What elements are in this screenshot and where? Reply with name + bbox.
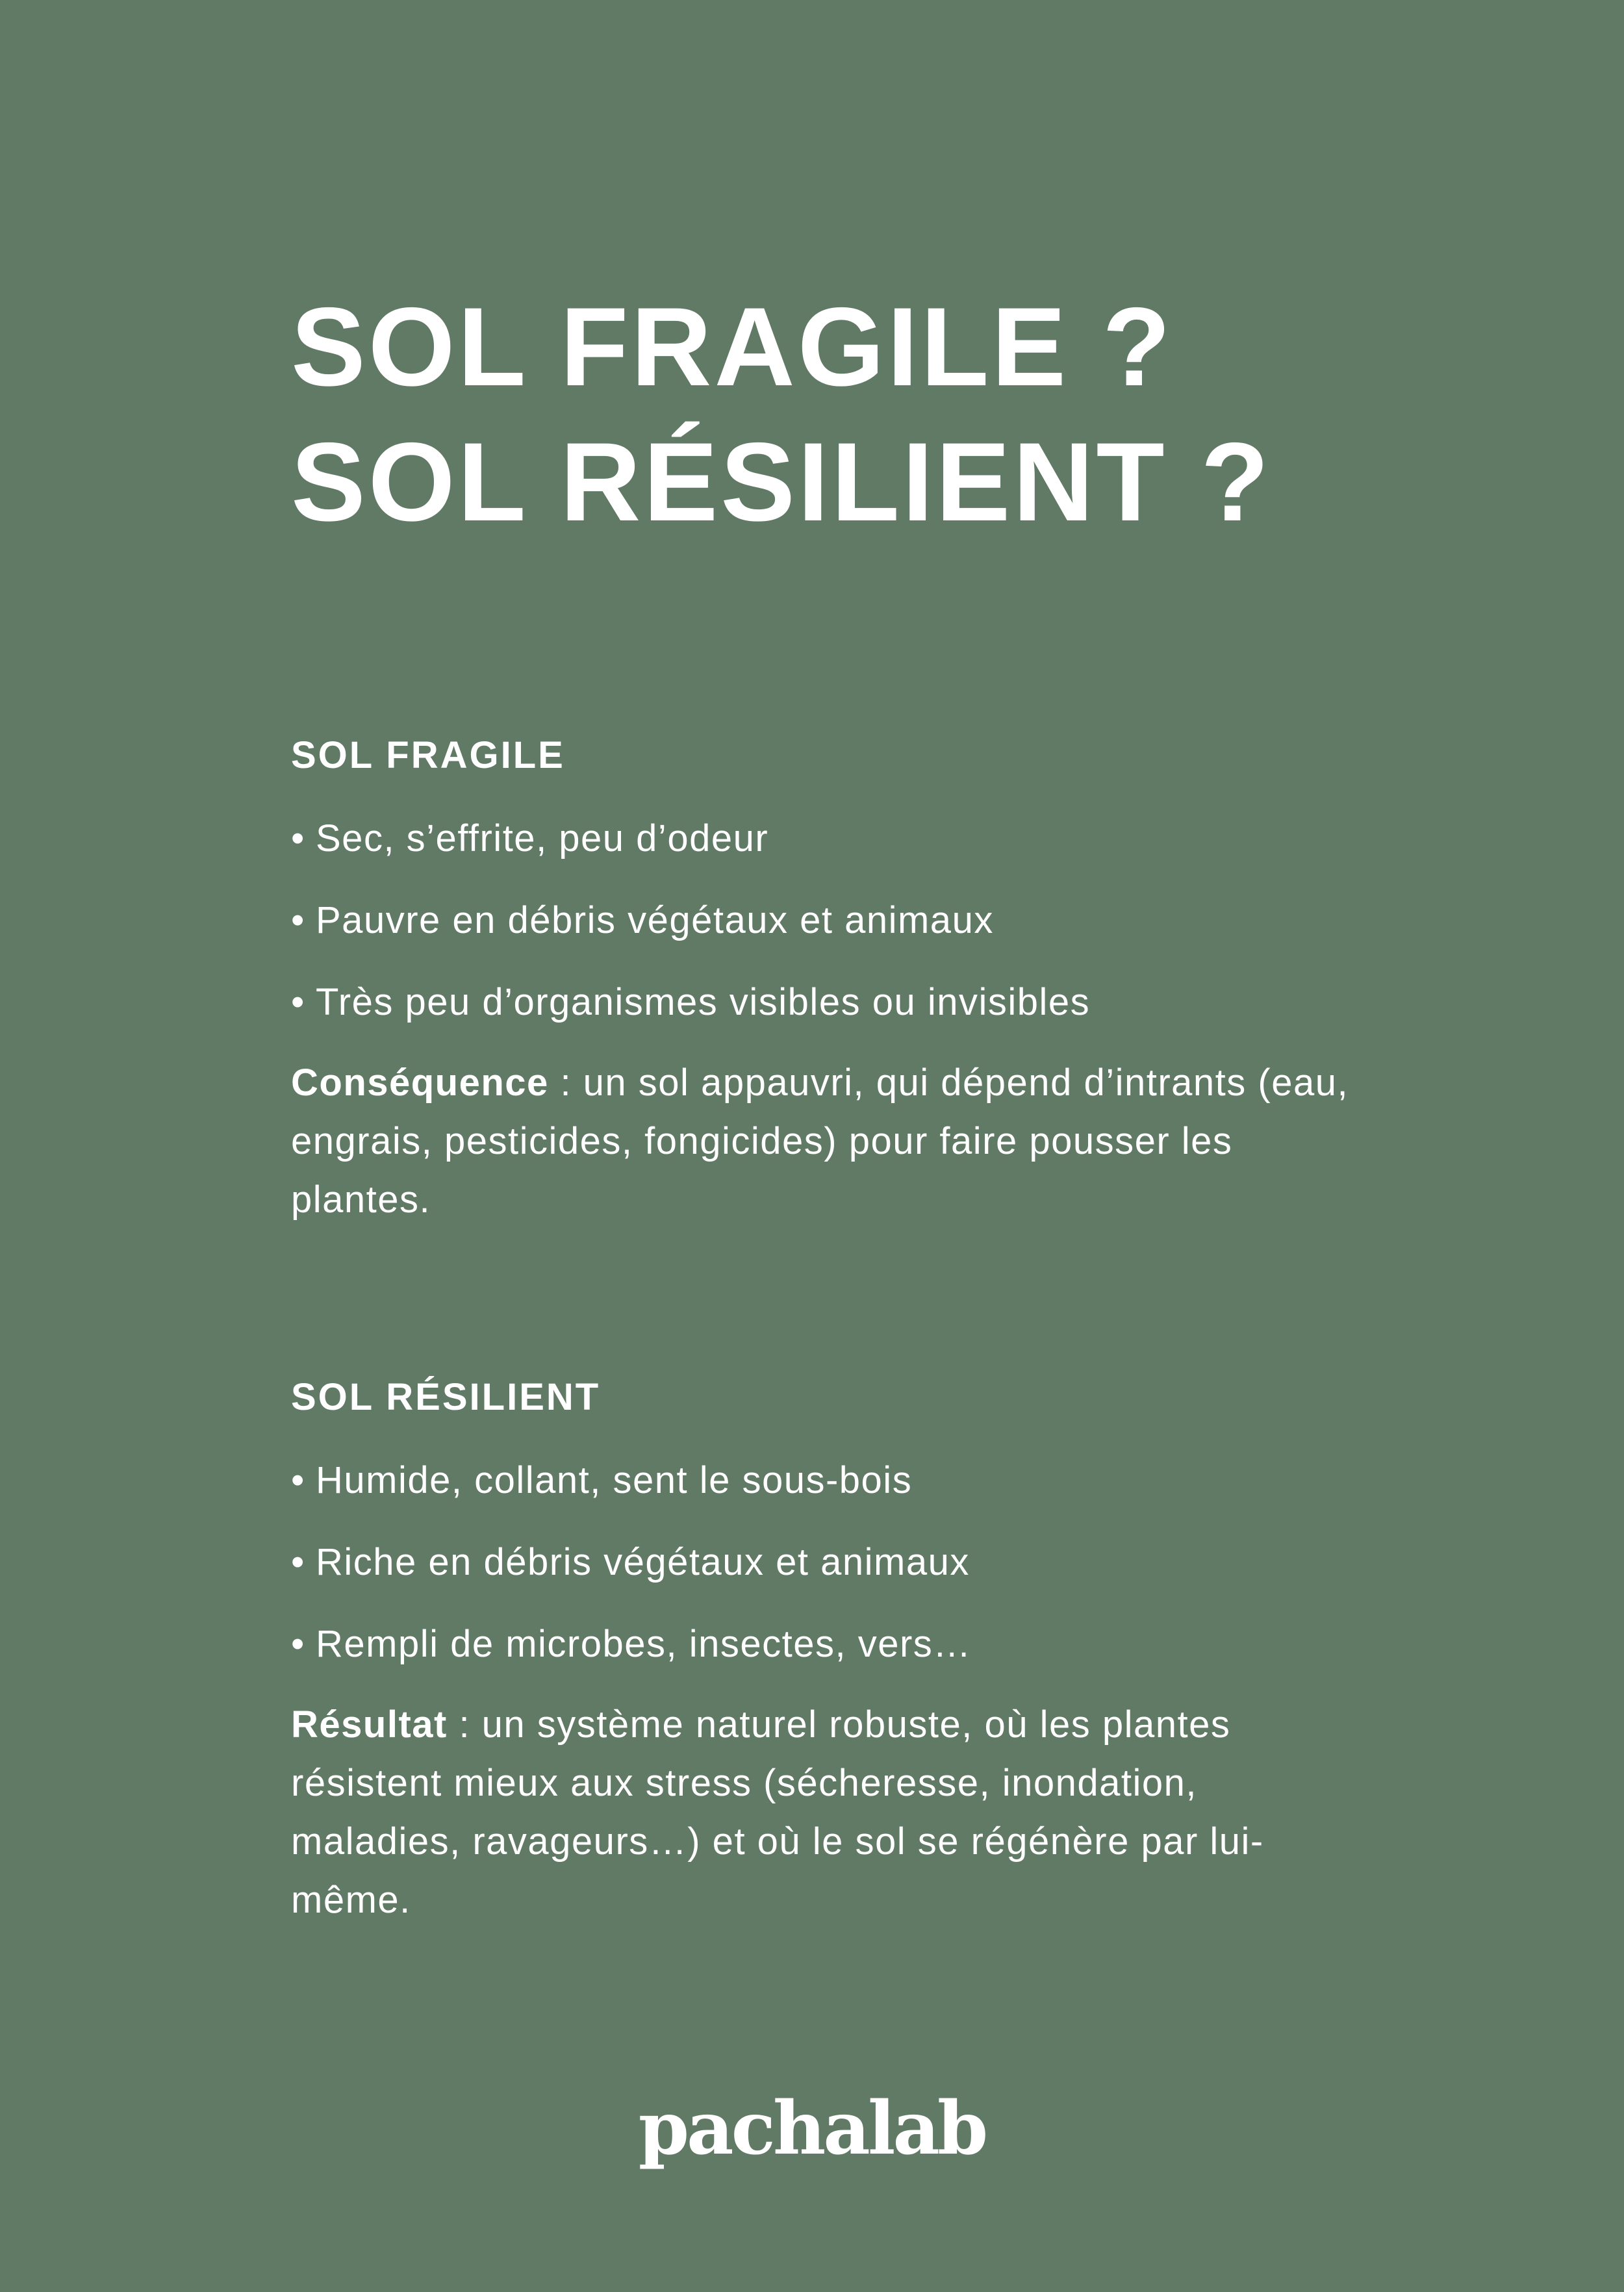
section-resilient: [291, 1375, 1356, 1929]
page-title: [291, 279, 1271, 550]
section-heading-resilient: SOL RÉSILIENT: [291, 1376, 601, 1418]
resilient-conclusion: [291, 1696, 1356, 1929]
list-item: • Riche en débris végétaux et animaux: [291, 1540, 1356, 1622]
list-item: • Humide, collant, sent le sous-bois: [291, 1458, 1356, 1540]
bullet-icon: •: [291, 1623, 305, 1665]
section-fragile: [291, 733, 1356, 1229]
conclusion-label: Conséquence: [291, 1062, 549, 1104]
list-item: • Rempli de microbes, insectes, vers…: [291, 1622, 1356, 1703]
title-line-2: SOL RÉSILIENT ?: [291, 420, 1272, 544]
bullet-icon: •: [291, 981, 305, 1023]
fragile-bullet-list: [291, 816, 1356, 1062]
fragile-conclusion: [291, 1054, 1356, 1229]
bullet-icon: •: [291, 899, 305, 941]
list-item: • Pauvre en débris végétaux et animaux: [291, 898, 1356, 980]
bullet-icon: •: [291, 1541, 305, 1583]
conclusion-text: : un système naturel robuste, où les plantes résistent mieux aux stress (sécheresse, inondation, maladies, ravageurs…) et où le sol se régénère par lui-même.: [291, 1703, 1264, 1921]
conclusion-text: : un sol appauvri, qui dépend d’intrants (eau, engrais, pesticides, fongicides) pour faire pousser les plantes.: [291, 1062, 1349, 1221]
poster-page: [291, 0, 1356, 2292]
list-item: • Très peu d’organismes visibles ou invisibles: [291, 980, 1356, 1062]
bullet-icon: •: [291, 817, 305, 860]
resilient-bullet-list: [291, 1458, 1356, 1703]
section-heading-fragile: SOL FRAGILE: [291, 734, 565, 776]
title-line-1: SOL FRAGILE ?: [291, 285, 1173, 409]
pachalab-logo: pachalab: [638, 2086, 986, 2171]
list-item: • Sec, s’effrite, peu d’odeur: [291, 816, 1356, 898]
bullet-icon: •: [291, 1459, 305, 1501]
conclusion-label: Résultat: [291, 1703, 448, 1746]
